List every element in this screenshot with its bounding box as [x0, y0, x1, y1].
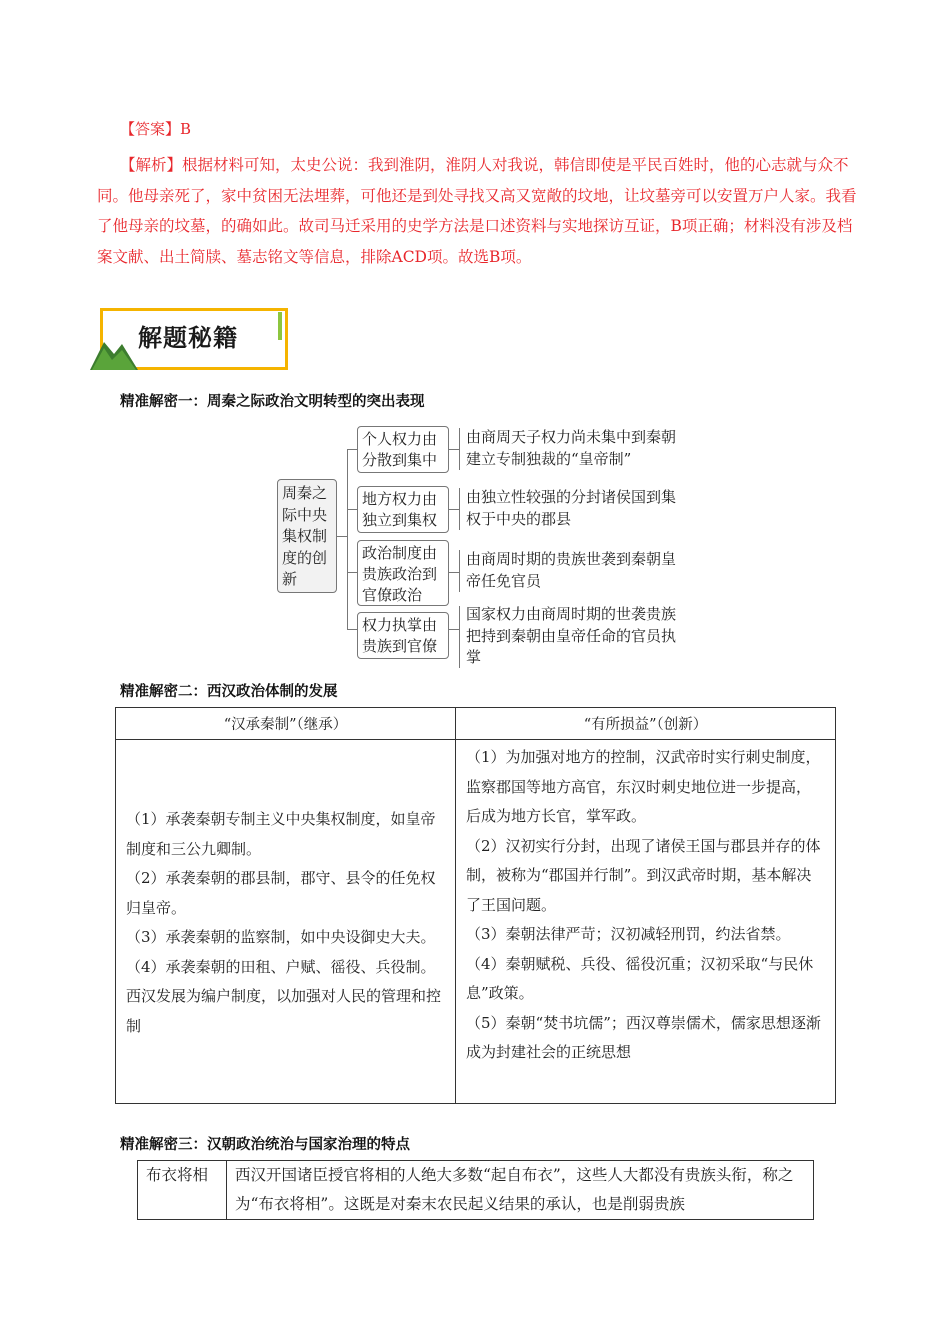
mountain-icon: [90, 334, 140, 370]
mindmap-connector: [337, 536, 347, 537]
list-item: （4）秦朝赋税、兵役、徭役沉重；汉初采取“与民休息”政策。: [466, 954, 814, 1002]
mindmap-bracket: [459, 550, 460, 592]
table-cell-term: 布衣将相: [138, 1161, 227, 1220]
mindmap-connector: [449, 509, 459, 510]
mindmap-node: 地方权力由独立到集权: [357, 486, 449, 533]
mindmap-root: 周秦之际中央集权制度的创新: [277, 479, 337, 593]
banner-accent: [278, 312, 282, 340]
mindmap-connector: [347, 629, 357, 630]
section-banner: [90, 304, 300, 374]
mindmap-description: 由商周时期的贵族世袭到秦朝皇帝任免官员: [466, 550, 677, 590]
table-header: “汉承秦制”（继承）: [116, 708, 456, 740]
features-table: [137, 1160, 814, 1220]
list-item: （2）承袭秦朝的郡县制，郡守、县令的任免权归皇帝。: [126, 869, 436, 917]
answer-label: 【答案】: [120, 120, 181, 138]
mindmap-bracket: [459, 606, 460, 668]
answer-line: [120, 118, 191, 139]
analysis-text: 根据材料可知，太史公说：我到淮阴，淮阴人对我说，韩信即使是平民百姓时，他的心志就与众不同。他母亲死了，家中贫困无法埋葬，可他还是到处寻找又高又宽敞的坟地，让坟墓旁可以安置万户人家。我看了他母亲的坟墓，的确如此。故司马迁采用的史学方法是口述资料与实地探访互证，B项正确；材料没有涉及档案文献、出土简牍、墓志铭文等信息，排除ACD项。故选B项。: [97, 156, 857, 266]
list-item: （1）为加强对地方的控制，汉武帝时实行刺史制度，监察郡国等地方高官，东汉时刺史地位进一步提高，后成为地方长官，掌军政。: [466, 748, 821, 825]
list-item: （2）汉初实行分封，出现了诸侯王国与郡县并存的体制，被称为“郡国并行制”。到汉武帝时期，基本解决了王国问题。: [466, 836, 821, 914]
section3-title: 精准解密三：汉朝政治统治与国家治理的特点: [120, 1137, 410, 1153]
mindmap-description: 国家权力由商周时期的世袭贵族把持到秦朝由皇帝任命的官员执掌: [466, 605, 677, 666]
table-cell-text: 西汉开国诸臣授官将相的人绝大多数“起自布衣”，这些人大都没有贵族头衔，称之为“布衣将相”。这既是对秦末农民起义结果的承认，也是削弱贵族: [227, 1161, 814, 1220]
banner-title: 解题秘籍: [138, 324, 238, 352]
mindmap-connector: [347, 572, 357, 573]
mindmap-connector: [347, 449, 357, 450]
section2-title: 精准解密二：西汉政治体制的发展: [120, 684, 338, 700]
mindmap-connector: [347, 449, 348, 629]
comparison-table: [115, 707, 836, 1104]
mindmap-description: 由商周天子权力尚未集中到秦朝建立专制独裁的“皇帝制”: [466, 428, 677, 468]
list-item: （5）秦朝“焚书坑儒”；西汉尊崇儒术，儒家思想逐渐成为封建社会的正统思想: [466, 1013, 821, 1061]
table-cell-innovate: [456, 740, 836, 1104]
list-item: （3）承袭秦朝的监察制，如中央设御史大夫。: [126, 928, 436, 946]
mindmap-connector: [449, 572, 459, 573]
table-cell-inherit: [116, 740, 456, 1104]
table-row: [116, 740, 836, 1104]
analysis-paragraph: [97, 150, 867, 272]
mindmap-bracket: [459, 428, 460, 470]
analysis-label: 【解析】: [120, 156, 183, 174]
mindmap-description: 由独立性较强的分封诸侯国到集权于中央的郡县: [466, 488, 677, 528]
answer-value: B: [180, 120, 192, 138]
list-item: （4）承袭秦朝的田租、户赋、徭役、兵役制。西汉发展为编户制度，以加强对人民的管理和控制: [126, 957, 442, 1035]
table-row: [138, 1161, 814, 1220]
table-header: “有所损益”（创新）: [456, 708, 836, 740]
mindmap-connector: [449, 449, 459, 450]
list-item: （1）承袭秦朝专制主义中央集权制度，如皇帝制度和三公九卿制。: [126, 810, 436, 858]
mindmap-node: 政治制度由贵族政治到官僚政治: [357, 540, 449, 606]
mindmap-bracket: [459, 488, 460, 530]
mindmap-node: 个人权力由分散到集中: [357, 426, 449, 473]
mindmap-connector: [347, 509, 357, 510]
section1-title: 精准解密一：周秦之际政治文明转型的突出表现: [120, 394, 425, 410]
list-item: （3）秦朝法律严苛；汉初减轻刑罚，约法省禁。: [466, 925, 791, 943]
table-header-row: [116, 708, 836, 740]
mindmap-node: 权力执掌由贵族到官僚: [357, 612, 449, 659]
mindmap-connector: [449, 629, 459, 630]
